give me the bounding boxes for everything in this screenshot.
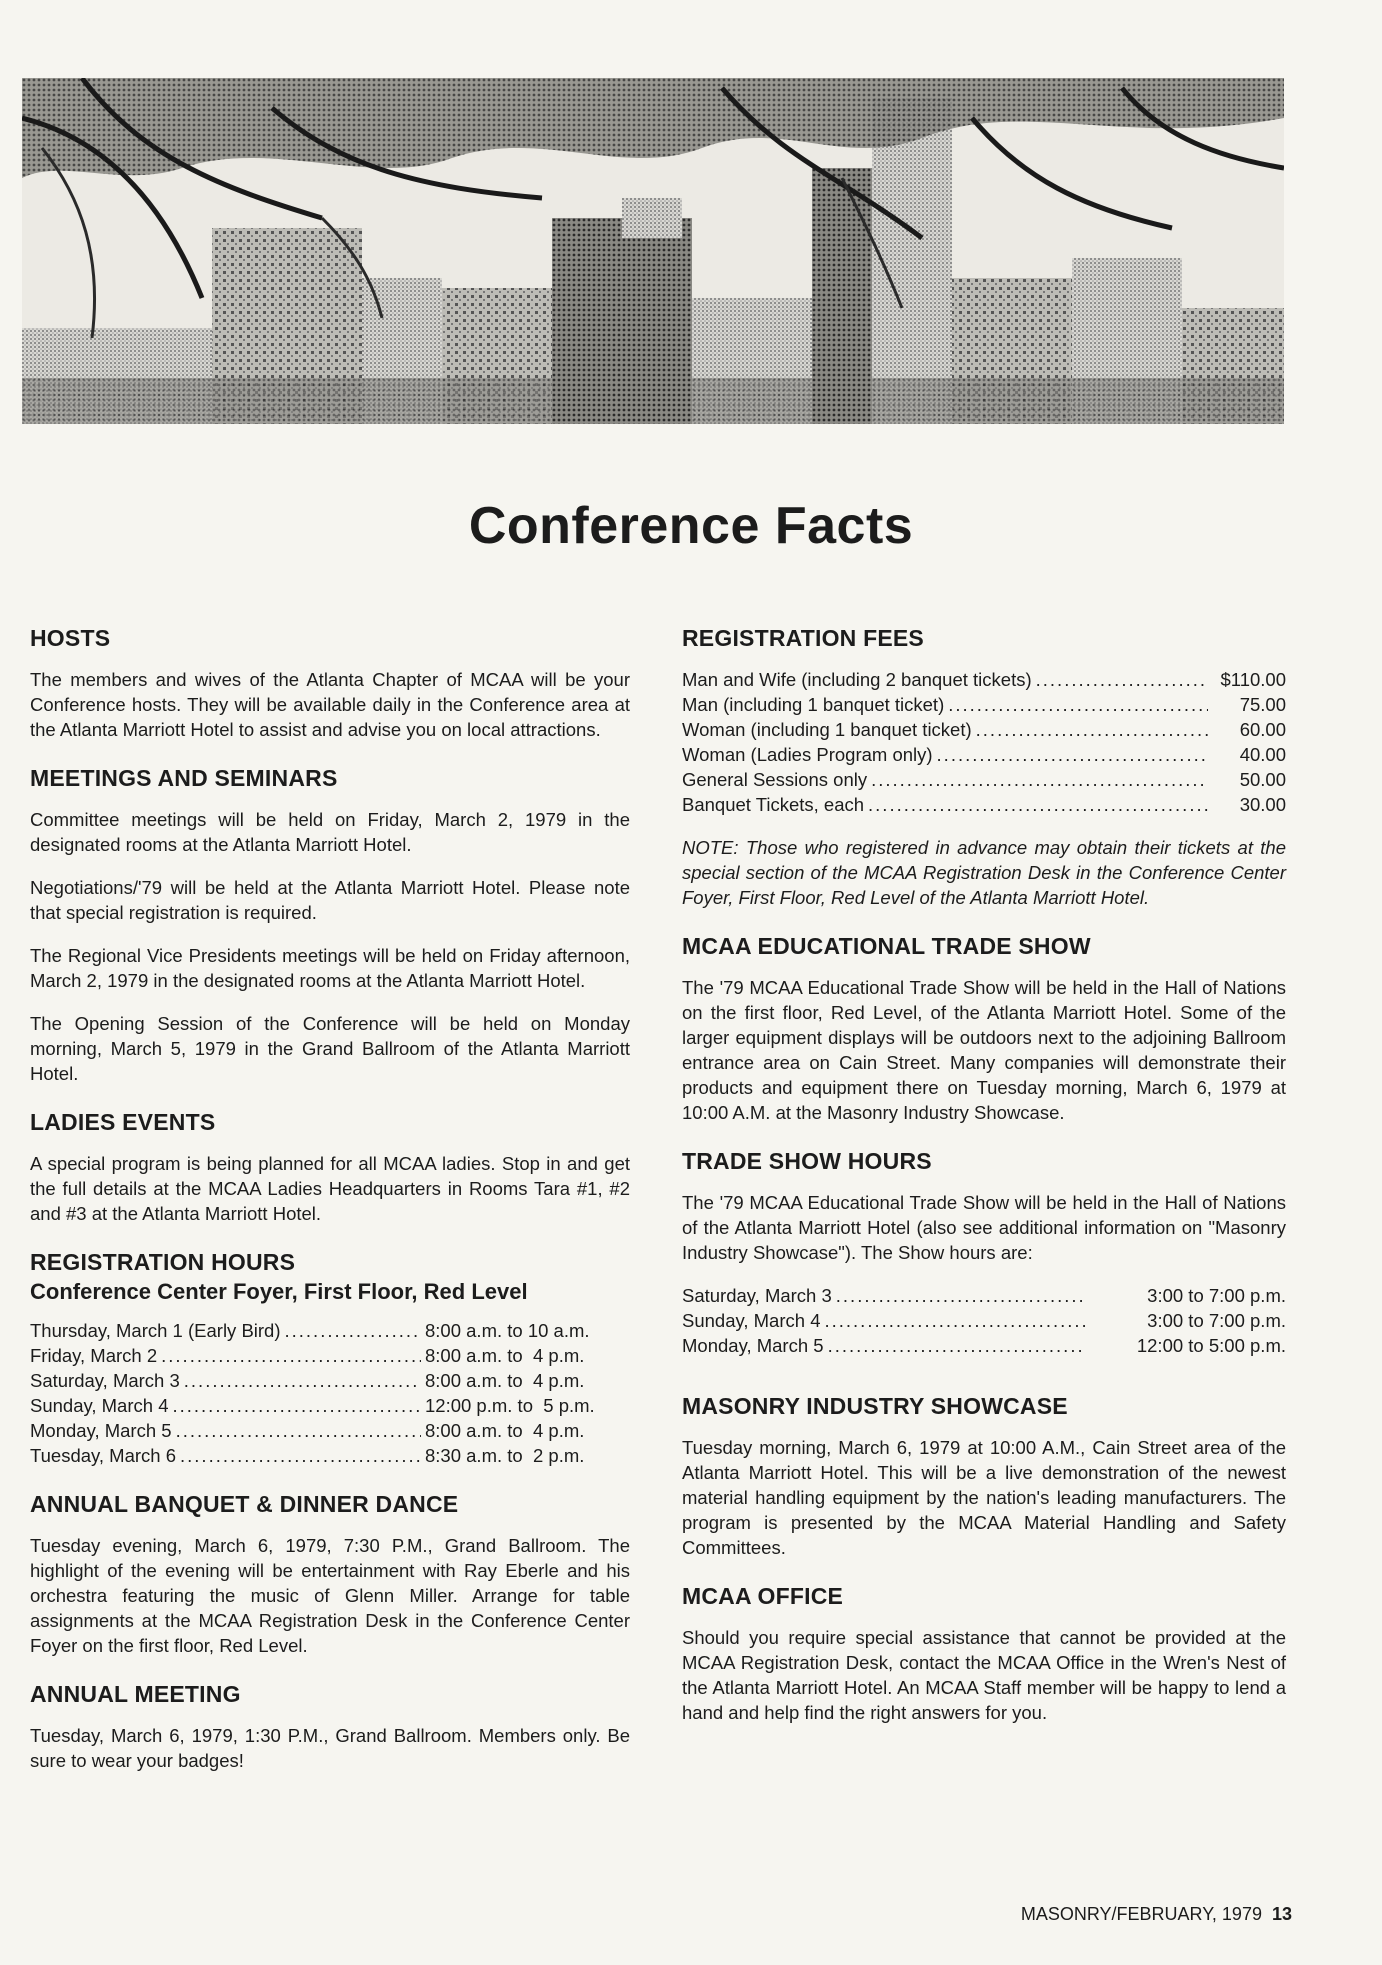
office-section bbox=[682, 1584, 1286, 1725]
leader-dots bbox=[285, 1318, 422, 1343]
show-hours-row bbox=[682, 1308, 1286, 1333]
fees-heading: REGISTRATION FEES bbox=[682, 625, 924, 651]
fee-price: 60.00 bbox=[1239, 719, 1286, 740]
meetings-paragraph: The Regional Vice Presidents meetings will be held on Friday afternoon, March 2, 1979 in the designated rooms at the Atlanta Marriott Hotel. bbox=[30, 945, 630, 991]
fee-price: 40.00 bbox=[1239, 744, 1286, 765]
hours-row bbox=[30, 1443, 630, 1468]
leader-dots bbox=[824, 1308, 1086, 1333]
banquet-heading: ANNUAL BANQUET & DINNER DANCE bbox=[30, 1491, 459, 1517]
leader-dots bbox=[180, 1443, 421, 1468]
fee-price: 30.00 bbox=[1239, 794, 1286, 815]
hours-day: Saturday, March 3 bbox=[30, 1370, 180, 1391]
show-day: Saturday, March 3 bbox=[682, 1285, 832, 1306]
hours-row bbox=[30, 1393, 630, 1418]
hours-time: 8:00 a.m. to 10 a.m. bbox=[425, 1320, 590, 1341]
fees-section bbox=[682, 626, 1286, 910]
show-day: Sunday, March 4 bbox=[682, 1310, 821, 1331]
hours-row bbox=[30, 1418, 630, 1443]
hours-time: 8:00 a.m. to 4 p.m. bbox=[425, 1370, 585, 1391]
trade-show-hours-heading: TRADE SHOW HOURS bbox=[682, 1148, 932, 1174]
hours-day: Monday, March 5 bbox=[30, 1420, 172, 1441]
meetings-section bbox=[30, 766, 630, 1086]
show-time: 3:00 to 7:00 p.m. bbox=[1147, 1285, 1286, 1306]
registration-hours-subheading: Conference Center Foyer, First Floor, Red Level bbox=[30, 1279, 528, 1304]
fee-item: Man and Wife (including 2 banquet tickets) bbox=[682, 669, 1032, 690]
fee-row bbox=[682, 742, 1286, 767]
hosts-heading: HOSTS bbox=[30, 625, 111, 651]
fee-item: Woman (including 1 banquet ticket) bbox=[682, 719, 972, 740]
leader-dots bbox=[828, 1333, 1086, 1358]
leader-dots bbox=[172, 1393, 421, 1418]
left-column bbox=[30, 626, 630, 1797]
hours-time: 12:00 p.m. to 5 p.m. bbox=[425, 1395, 595, 1416]
office-heading: MCAA OFFICE bbox=[682, 1583, 844, 1609]
showcase-heading: MASONRY INDUSTRY SHOWCASE bbox=[682, 1393, 1068, 1419]
annual-meeting-text: Tuesday, March 6, 1979, 1:30 P.M., Grand Ballroom. Members only. Be sure to wear your badges! bbox=[30, 1725, 630, 1771]
leader-dots bbox=[176, 1418, 421, 1443]
leader-dots bbox=[836, 1283, 1086, 1308]
ladies-text: A special program is being planned for all MCAA ladies. Stop in and get the full details at the MCAA Ladies Headquarters in Rooms Tara #1, #2 and #3 at the Atlanta Marriott Hotel. bbox=[30, 1153, 630, 1224]
leader-dots bbox=[937, 742, 1208, 767]
leader-dots bbox=[868, 792, 1208, 817]
trade-show-hours-section bbox=[682, 1149, 1286, 1358]
fee-price: $110.00 bbox=[1220, 669, 1286, 690]
annual-meeting-section bbox=[30, 1682, 630, 1773]
ladies-heading: LADIES EVENTS bbox=[30, 1109, 216, 1135]
trade-show-text: The '79 MCAA Educational Trade Show will be held in the Hall of Nations on the first floor, Red Level, of the Atlanta Marriott Hotel. Some of the larger equipment displays will be outdoors next to the adjoining Ballroom entrance area on Cain Street. Many companies will demonstrate their products and equipment there on Tuesday morning, March 6, 1979 at 10:00 A.M. at the Masonry Industry Showcase. bbox=[682, 977, 1286, 1123]
showcase-text: Tuesday morning, March 6, 1979 at 10:00 A.M., Cain Street area of the Atlanta Marriott Hotel. This will be a live demonstration of the newest material handling equipment by the nation's leading manufacturers. The program is presented by the MCAA Material Handling and Safety Committees. bbox=[682, 1437, 1286, 1558]
hours-time: 8:00 a.m. to 4 p.m. bbox=[425, 1420, 585, 1441]
show-time: 3:00 to 7:00 p.m. bbox=[1147, 1310, 1286, 1331]
showcase-section bbox=[682, 1394, 1286, 1560]
hours-day: Thursday, March 1 (Early Bird) bbox=[30, 1320, 281, 1341]
leader-dots bbox=[1036, 667, 1208, 692]
publication-line: MASONRY/FEBRUARY, 1979 bbox=[1020, 1904, 1262, 1924]
hours-day: Friday, March 2 bbox=[30, 1345, 158, 1366]
skyline-banner-image bbox=[22, 78, 1284, 424]
page-number: 13 bbox=[1271, 1904, 1292, 1924]
fee-price: 50.00 bbox=[1239, 769, 1286, 790]
show-time: 12:00 to 5:00 p.m. bbox=[1136, 1335, 1286, 1356]
show-hours-row bbox=[682, 1333, 1286, 1358]
fee-row bbox=[682, 692, 1286, 717]
banquet-text: Tuesday evening, March 6, 1979, 7:30 P.M., Grand Ballroom. The highlight of the evening will be entertainment with Ray Eberle and his orchestra featuring the music of Glenn Miller. Arrange for table assignments at the MCAA Registration Desk in the Conference Center Foyer on the first floor, Red Level. bbox=[30, 1535, 630, 1656]
hours-time: 8:30 a.m. to 2 p.m. bbox=[425, 1445, 585, 1466]
hours-day: Tuesday, March 6 bbox=[30, 1445, 177, 1466]
leader-dots bbox=[184, 1368, 421, 1393]
fee-price: 75.00 bbox=[1239, 694, 1286, 715]
fee-item: Banquet Tickets, each bbox=[682, 794, 865, 815]
fee-row bbox=[682, 667, 1286, 692]
fee-row bbox=[682, 717, 1286, 742]
meetings-heading: MEETINGS AND SEMINARS bbox=[30, 765, 338, 791]
hosts-text: The members and wives of the Atlanta Chapter of MCAA will be your Conference hosts. They will be available daily in the Conference area at the Atlanta Marriott Hotel to assist and advise you on local attractions. bbox=[30, 669, 630, 740]
fee-row bbox=[682, 767, 1286, 792]
trade-show-section bbox=[682, 934, 1286, 1125]
fee-row bbox=[682, 792, 1286, 817]
leader-dots bbox=[871, 767, 1208, 792]
hours-row bbox=[30, 1368, 630, 1393]
show-hours-row bbox=[682, 1283, 1286, 1308]
trade-show-heading: MCAA EDUCATIONAL TRADE SHOW bbox=[682, 933, 1091, 959]
office-text: Should you require special assistance that cannot be provided at the MCAA Registration Desk, contact the MCAA Office in the Wren's Nest of the Atlanta Marriott Hotel. An MCAA Staff member will be happy to lend a hand and help find the right answers for you. bbox=[682, 1627, 1286, 1723]
leader-dots bbox=[948, 692, 1208, 717]
show-day: Monday, March 5 bbox=[682, 1335, 824, 1356]
fee-item: Man (including 1 banquet ticket) bbox=[682, 694, 945, 715]
hours-time: 8:00 a.m. to 4 p.m. bbox=[425, 1345, 585, 1366]
right-column bbox=[682, 626, 1286, 1749]
hosts-section bbox=[30, 626, 630, 742]
hours-row bbox=[30, 1343, 630, 1368]
banquet-section bbox=[30, 1492, 630, 1658]
page-title: Conference Facts bbox=[468, 497, 914, 555]
registration-hours-section bbox=[30, 1250, 630, 1468]
leader-dots bbox=[161, 1343, 421, 1368]
leader-dots bbox=[976, 717, 1208, 742]
meetings-paragraph: The Opening Session of the Conference will be held on Monday morning, March 5, 1979 in the Grand Ballroom of the Atlanta Marriott Hotel. bbox=[30, 1013, 630, 1084]
registration-hours-heading: REGISTRATION HOURS bbox=[30, 1249, 296, 1275]
fee-item: General Sessions only bbox=[682, 769, 868, 790]
trade-show-hours-text: The '79 MCAA Educational Trade Show will be held in the Hall of Nations of the Atlanta Marriott Hotel (also see additional information on "Masonry Industry Showcase"). The Show hours are: bbox=[682, 1192, 1286, 1263]
meetings-paragraph: Committee meetings will be held on Friday, March 2, 1979 in the designated rooms at the Atlanta Marriott Hotel. bbox=[30, 809, 630, 855]
fee-item: Woman (Ladies Program only) bbox=[682, 744, 933, 765]
hours-row bbox=[30, 1318, 630, 1343]
hours-day: Sunday, March 4 bbox=[30, 1395, 169, 1416]
meetings-paragraph: Negotiations/'79 will be held at the Atlanta Marriott Hotel. Please note that special registration is required. bbox=[30, 877, 630, 923]
annual-meeting-heading: ANNUAL MEETING bbox=[30, 1681, 241, 1707]
ladies-section bbox=[30, 1110, 630, 1226]
fees-note: NOTE: Those who registered in advance may obtain their tickets at the special section of the MCAA Registration Desk in the Conference Center Foyer, First Floor, Red Level of the Atlanta Marriott Hotel. bbox=[682, 837, 1286, 908]
page-footer bbox=[1021, 1904, 1292, 1925]
